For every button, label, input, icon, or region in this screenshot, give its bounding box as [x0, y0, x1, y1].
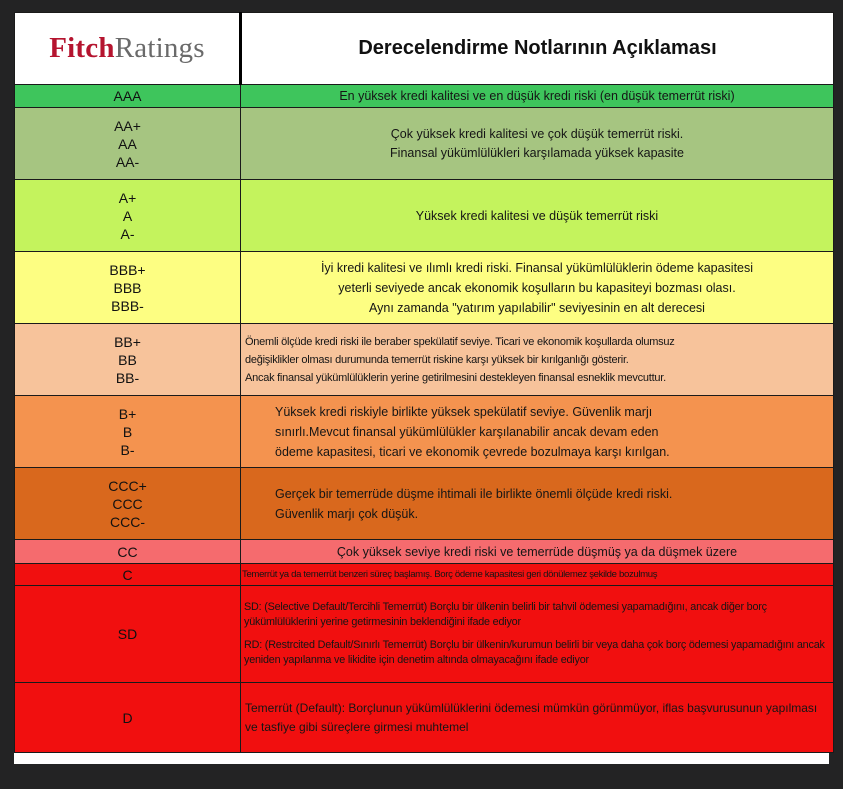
rating-description-cell — [241, 180, 834, 252]
description-line: değişiklikler olması durumunda temerrüt riskine karşı yüksek bir kırılganlığı gösterir. — [245, 353, 629, 366]
description-line: ödeme kapasitesi, ticari ve ekonomik çevrede bozulmaya karşı kırılgan. — [275, 444, 670, 459]
rating-code: SD — [117, 626, 138, 642]
rating-description-cell — [241, 324, 834, 396]
table-title: Derecelendirme Notlarının Açıklaması — [241, 13, 834, 85]
rating-row-ccc — [15, 468, 834, 540]
rating-code: B — [122, 423, 133, 440]
rating-code: BB — [118, 351, 137, 368]
rating-code: CCC- — [110, 513, 145, 530]
description-line: Gerçek bir temerrüde düşme ihtimali ile birlikte önemli ölçüde kredi riski. — [275, 486, 673, 501]
selective-default-description: SD: (Selective Default/Tercihli Temerrüt) Borçlu bir ülkenin belirli bir tahvil ödemesi yapamadığını, ancak diğer borç yükümlülüklerini yerine getirmesinin beklendiğini ifade ediyor — [244, 601, 767, 628]
rating-code: AA — [118, 135, 137, 152]
rating-description-cell — [241, 468, 834, 540]
description-line: Çok yüksek kredi kalitesi ve çok düşük temerrüt riski. — [390, 126, 684, 141]
rating-description-cell — [241, 85, 834, 108]
rating-description-cell — [241, 108, 834, 180]
rating-code: AAA — [113, 88, 142, 104]
table-header-row — [15, 13, 834, 85]
rating-code: C — [122, 566, 133, 583]
description-line: Aynı zamanda "yatırım yapılabilir" seviyesinin en alt derecesi — [369, 300, 705, 315]
rating-row-bbb — [15, 252, 834, 324]
rating-code: A — [122, 207, 133, 224]
rating-description-cell — [241, 586, 834, 683]
rating-description-cell — [241, 252, 834, 324]
rating-code-cell — [15, 324, 241, 396]
description-line: Önemli ölçüde kredi riski ile beraber spekülatif seviye. Ticari ve ekonomik koşullarda olumsuz — [245, 335, 675, 348]
rating-table-sheet — [14, 12, 829, 764]
rating-row-sd — [15, 586, 834, 683]
rating-code-cell — [15, 85, 241, 108]
rating-code-cell — [15, 586, 241, 683]
rating-row-c — [15, 564, 834, 586]
restricted-default-description: RD: (Restrcited Default/Sınırlı Temerrüt) Borçlu bir ülkenin/kurumun belirli bir veya daha çok borç ödemesi yapamadığını ancak yeniden yapılanma ve likidite için denetim altında olmayacağını ifade ediyor — [244, 639, 825, 666]
rating-row-cc — [15, 540, 834, 564]
description-line: İyi kredi kalitesi ve ılımlı kredi riski. Finansal yükümlülüklerin ödeme kapasitesi — [320, 260, 754, 275]
description-line: sınırlı.Mevcut finansal yükümlülükler karşılanabilir ancak devam eden — [275, 424, 659, 439]
rating-code: BBB- — [111, 297, 144, 314]
rating-code: A+ — [118, 189, 137, 206]
rating-row-b — [15, 396, 834, 468]
description-line: Yüksek kredi riskiyle birlikte yüksek spekülatif seviye. Güvenlik marjı — [275, 404, 653, 419]
rating-code-cell — [15, 396, 241, 468]
rating-code: BB+ — [114, 333, 141, 350]
rating-row-d — [15, 683, 834, 753]
rating-row-a — [15, 180, 834, 252]
rating-description-cell — [241, 564, 834, 586]
description-line: Güvenlik marjı çok düşük. — [275, 506, 419, 521]
rating-code-cell — [15, 108, 241, 180]
description-line: En yüksek kredi kalitesi ve en düşük kredi riski (en düşük temerrüt riski) — [339, 89, 735, 103]
rating-code-cell — [15, 180, 241, 252]
rating-description-cell — [241, 396, 834, 468]
description-line: yeterli seviyede ancak ekonomik koşulların bu kapasiteyi bozması olası. — [338, 280, 736, 295]
description-line: Temerrüt ya da temerrüt benzeri süreç başlamış. Borç ödeme kapasitesi geri dönülemez şekilde bozulmuş — [242, 569, 658, 580]
description-line: Temerrüt (Default): Borçlunun yükümlülüklerini ödemesi mümkün görünmüyor, iflas başvurusunun yapılması ve tasfiye gibi süreçlere girmesi muhtemel — [245, 700, 818, 734]
rating-code: A- — [120, 225, 135, 242]
rating-code: AA+ — [114, 117, 141, 134]
rating-code: AA- — [115, 153, 140, 170]
rating-code: B+ — [118, 405, 137, 422]
rating-code: CC — [117, 543, 138, 560]
rating-code-cell — [15, 564, 241, 586]
rating-row-aa — [15, 108, 834, 180]
description-line: Ancak finansal yükümlülüklerin yerine getirilmesini destekleyen finansal esneklik mevcuttur. — [245, 371, 666, 384]
rating-row-bb — [15, 324, 834, 396]
rating-code: B- — [120, 441, 135, 458]
rating-code-cell — [15, 252, 241, 324]
rating-code-cell — [15, 468, 241, 540]
rating-description-cell — [241, 540, 834, 564]
rating-code: CCC+ — [108, 477, 147, 494]
rating-code: BBB+ — [109, 261, 146, 278]
rating-code-cell — [15, 540, 241, 564]
rating-code-cell — [15, 683, 241, 753]
rating-code: D — [122, 709, 133, 726]
rating-description-cell — [241, 683, 834, 753]
rating-code: BBB — [113, 279, 142, 296]
fitch-ratings-logo: FitchRatings — [15, 13, 241, 85]
rating-row-aaa — [15, 85, 834, 108]
rating-code: BB- — [115, 369, 140, 386]
description-line: Yüksek kredi kalitesi ve düşük temerrüt riski — [415, 208, 659, 223]
description-line: Çok yüksek seviye kredi riski ve temerrüde düşmüş ya da düşmek üzere — [336, 544, 738, 559]
rating-scale-table — [14, 12, 834, 753]
rating-code: CCC — [112, 495, 143, 512]
description-line: Finansal yükümlülükleri karşılamada yüksek kapasite — [390, 145, 684, 160]
